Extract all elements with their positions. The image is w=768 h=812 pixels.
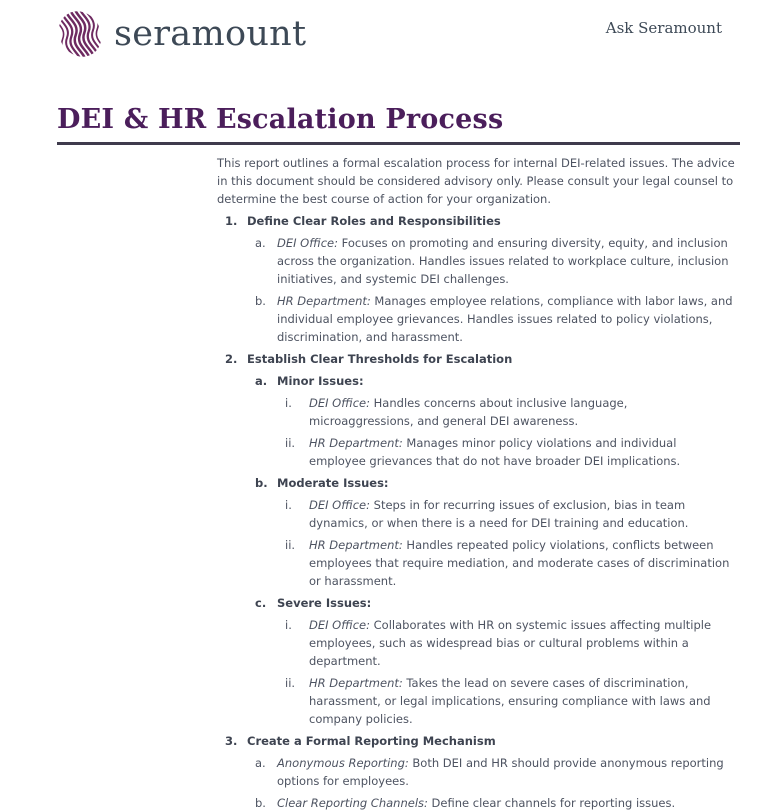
list-item (217, 350, 735, 368)
italic-lead: HR Department: (309, 676, 407, 690)
italic-lead: Clear Reporting Channels: (277, 796, 432, 810)
list-item-text: DEI Office: Focuses on promoting and ensuring diversity, equity, and inclusion across the organization. Handles issues related to workplace culture, inclusion initiatives, and systemic DEI challenges. (277, 236, 729, 286)
list-marker: c. (255, 596, 267, 610)
heading-text: Minor Issues: (277, 374, 364, 388)
list-marker: a. (255, 236, 266, 250)
list-item-text: Clear Reporting Channels: Define clear channels for reporting issues. (277, 796, 676, 810)
brand-wordmark: seramount (114, 14, 307, 54)
list-item (217, 234, 735, 288)
list-item (217, 732, 735, 750)
list-item (217, 616, 735, 670)
list-marker: ii. (285, 676, 296, 690)
list-item (217, 292, 735, 346)
list-item (217, 674, 735, 728)
list-item-heading (277, 474, 735, 492)
list-item-text: DEI Office: Handles concerns about inclusive language, microaggressions, and general DEI awareness. (309, 396, 628, 428)
list-marker: a. (255, 756, 266, 770)
list-item (217, 434, 735, 470)
italic-lead: DEI Office: (277, 236, 342, 250)
heading-text: Severe Issues: (277, 596, 372, 610)
heading-text: Create a Formal Reporting Mechanism (247, 734, 496, 748)
list-item-text: DEI Office: Steps in for recurring issues of exclusion, bias in team dynamics, or when there is a need for DEI training and education. (309, 498, 689, 530)
list-item (217, 536, 735, 590)
list-item-heading (277, 594, 735, 612)
title-divider (57, 142, 740, 145)
italic-lead: Anonymous Reporting: (277, 756, 413, 770)
page-title: DEI & HR Escalation Process (57, 104, 504, 135)
list-marker: i. (285, 618, 292, 632)
heading-text: Define Clear Roles and Responsibilities (247, 214, 501, 228)
list-item (217, 394, 735, 430)
title-block (57, 105, 740, 145)
italic-lead: HR Department: (309, 538, 407, 552)
list-item-text: HR Department: Manages minor policy violations and individual employee grievances that do not have broader DEI implications. (309, 436, 681, 468)
list-item-heading (247, 212, 735, 230)
list-marker: ii. (285, 436, 296, 450)
list-item-heading (247, 350, 735, 368)
list-item-text: DEI Office: Collaborates with HR on systemic issues affecting multiple employees, such as widespread bias or cultural problems within a department. (309, 618, 712, 668)
list-marker: b. (255, 294, 266, 308)
italic-lead: HR Department: (309, 436, 407, 450)
list-marker: b. (255, 796, 266, 810)
list-item (217, 372, 735, 390)
list-marker: a. (255, 374, 268, 388)
escalation-list (217, 212, 735, 812)
list-marker: b. (255, 476, 268, 490)
list-item (217, 794, 735, 812)
list-item-text: Anonymous Reporting: Both DEI and HR should provide anonymous reporting options for employees. (277, 756, 724, 788)
seramount-mark-icon (57, 9, 103, 59)
list-item (217, 474, 735, 492)
list-item (217, 496, 735, 532)
italic-lead: DEI Office: (309, 498, 374, 512)
list-item-heading (247, 732, 735, 750)
intro-paragraph: This report outlines a formal escalation process for internal DEI-related issues. The advice in this document should be considered advisory only. Please consult your legal counsel to determine the best course of action for your organization. (217, 156, 735, 206)
list-marker: i. (285, 396, 292, 410)
list-marker: ii. (285, 538, 296, 552)
document-body (217, 154, 735, 812)
italic-lead: DEI Office: (309, 618, 374, 632)
brand-logo[interactable] (57, 9, 306, 59)
ask-seramount-link[interactable]: Ask Seramount (605, 19, 722, 37)
list-marker: 3. (225, 734, 238, 748)
heading-text: Moderate Issues: (277, 476, 389, 490)
heading-text: Establish Clear Thresholds for Escalation (247, 352, 513, 366)
italic-lead: HR Department: (277, 294, 375, 308)
document-main (0, 105, 768, 812)
italic-lead: DEI Office: (309, 396, 374, 410)
list-item-text: HR Department: Manages employee relations, compliance with labor laws, and individual employee grievances. Handles issues related to policy violations, discrimination, and harassment. (277, 294, 733, 344)
list-marker: 2. (225, 352, 238, 366)
list-marker: 1. (225, 214, 238, 228)
list-item (217, 594, 735, 612)
list-item (217, 212, 735, 230)
list-item-text: HR Department: Handles repeated policy violations, conflicts between employees that require mediation, and moderate cases of discrimination or harassment. (309, 538, 730, 588)
list-marker: i. (285, 498, 292, 512)
list-item-heading (277, 372, 735, 390)
header (0, 0, 768, 65)
list-item-text: HR Department: Takes the lead on severe cases of discrimination, harassment, or legal implications, ensuring compliance with laws and company policies. (309, 676, 711, 726)
list-item (217, 754, 735, 790)
